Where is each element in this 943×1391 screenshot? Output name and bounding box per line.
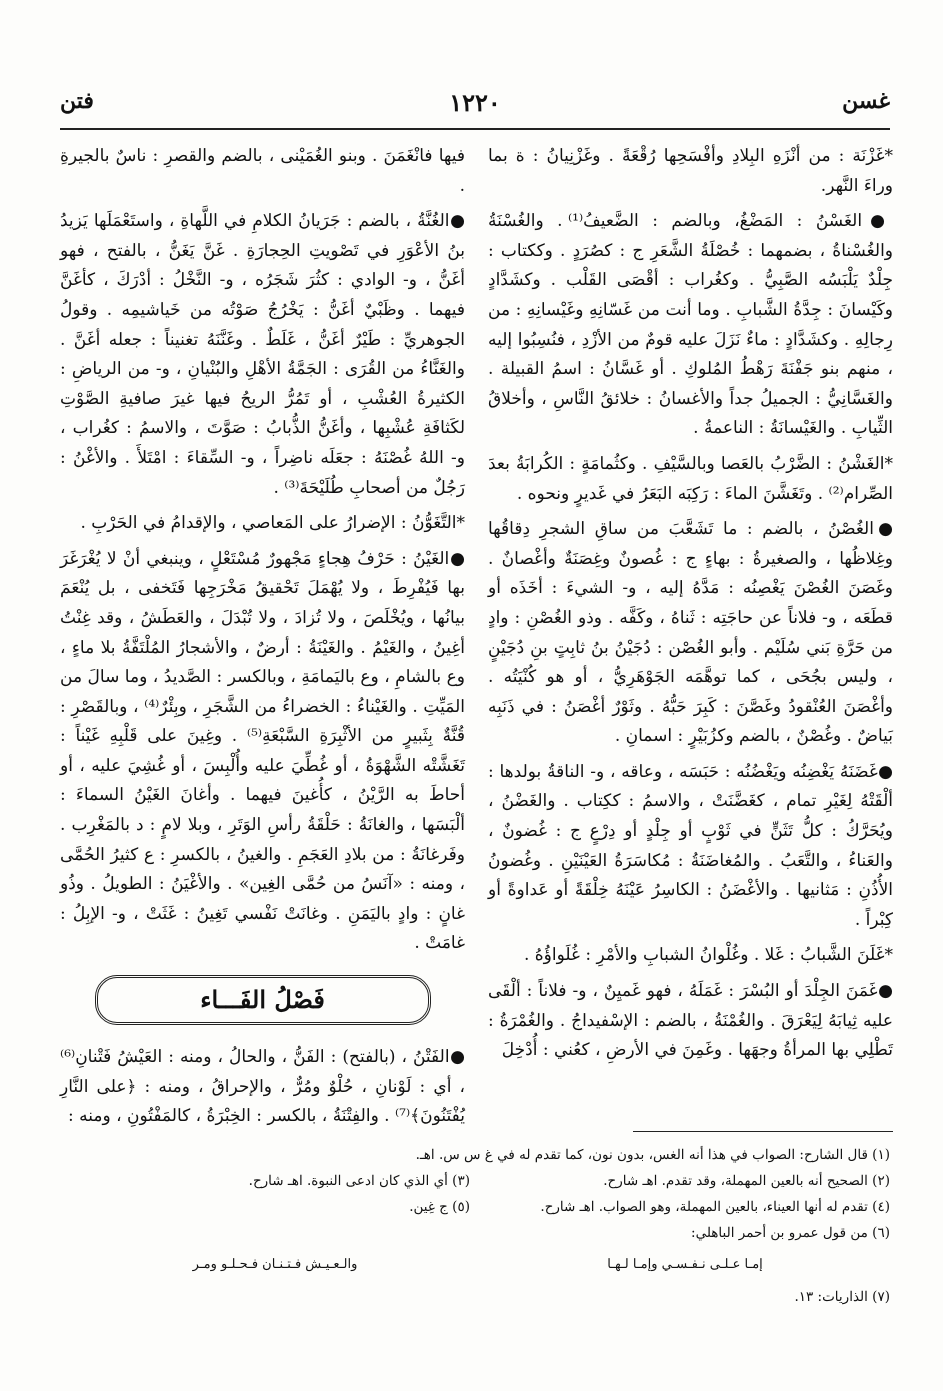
right-column [488,142,893,1072]
footnote-row [60,1194,890,1220]
footnote-3: (٣) أي الذي كان ادعى النبوة. اهـ شارح. [248,1173,470,1189]
entry-ghusn: ●الغُصْنُ ، بالضم : ما تَشَعَّبَ من ساقِ الشجرِ دِقاقُها وغِلاظُها ، والصغيرةُ : بهاءٍ ج : غُصونٌ وغِصَنَةٌ وأغْصانٌ . وغَصَنَ الغُصْنَ يَغْصِنُه : مَدَّهُ إليه ، و- الشيءَ : أخَذَه أو قطَعَه ، و- فلاناً عن حاجَتِه : ثَناهُ ، وكَفَّه . وذو الغُصْنِ : وادٍ من حَرَّةِ بَني سُلَيْم . وأبو الغُصْن : دُجَيْنُ بنُ ثابِتٍ بنِ دُجَيْنٍ ، وليس بجُحَى ، كما توهَّمَه الجَوْهَرِيُّ ، أو هو كُنْيَتُه . وأغْصَنَ العُنْقودُ وغَصَّنَ : كَبِرَ حَبُّهُ . وثَوْرٌ أغْصَنُ : في ذَنَبِه بَياضٌ . وغُصْنٌ ، بالضم وكزُبَيْرٍ : اسمانِ . [488,519,893,747]
verse-first-hemistich: إمـا عـلـى نـفـسـي وإمـا لـهـا [607,1257,763,1272]
entry-ghadn: ●غَضَنَهُ يَغْضِنُه ويَغْضُنُه : حَبَسَه ، وعاقه ، و- الناقةُ بولدها : ألْقَتْهُ لِغَيْرِ تمام ، كغَضَّنَتْ ، والاسمُ : ككِتاب . والغَضْنُ ، ويُحَرَّكُ : كلُّ تَثَنٍّ في ثَوْبٍ أو جِلْدٍ أو دِرْعٍ ج : غُضونٌ ، والعَناءُ ، والتَّعَبُ . والمُغاضَنَةُ : مُكاسَرَةُ العَيْنَيْنِ . وغُضونُ الأُذُنِ : مَثانيها . والأغْضَنُ : الكاسِرُ عَيْنَهُ خِلْقَةً أو عَداوةً أو كِبْراً . [488,761,893,930]
header-root-word: غسن [842,88,890,114]
entry-taghawwun: *التَّغَوُّنُ : الإضرارُ على المَعاصي ، والإقدامُ في الحَرْبِ . [80,513,465,534]
header-last-word: فتن [60,88,94,114]
footnote-row [60,1168,890,1194]
section-title-fa: فَصْلُ الفَـــاء [95,975,431,1025]
footnote-row [60,1142,890,1168]
footnote-6: (٦) من قول عمرو بن أحمر الباهلي: [691,1225,890,1241]
footnotes [60,1142,890,1310]
footnote-row [60,1284,890,1310]
footnote-2: (٢) الصحيح أنه بالعين المهملة، وقد تقدم. اهـ شارح. [603,1173,890,1189]
entry-ghayn: ●الغَيْنُ : حَرْفُ هِجاءٍ مَجْهورٌ مُسْتَعْلٍ ، وينبغي أنْ لا يُغْرَغَرَ بها فَيُفْرِطَ ، ولا يُهْمَلَ تَحْقيقُ مَخْرَجِها فَتَخفى ، بل يُنْعَمَ بيانُها ، ويُخْلَصَ ، ولا تُزادَ ، ولا تُبْدَلَ ، والعَطَشُ ، وقد غِنْتُ أغِينُ ، والغَيْمُ . والغَيْنَةُ : أرضٌ ، والأشجارُ المُلْتَفَّةُ بلا ماءٍ ، وع بالشامِ ، وع باليَمامَةِ ، وبالكسر : الصَّديدُ ، وما سالَ من المَيِّتِ . والغَيْناءُ : الخضراءُ من الشَّجَرِ ، وبِئْرٌ⁽⁴⁾ ، وبالقَصْرِ : قُنَّةٌ بِثَبيرٍ من الأثْبِرَةِ السَّبْعَةِ⁽⁵⁾ . وغِينَ على قَلْبِهِ غَيْناً : تَغَشَّتْه الشَّهْوَةُ ، أو غُطِّيَ عليه وأُلْبِسَ ، أو غُشِيَ عليه ، أو أحاطَ به الرَّيْنُ ، كأُغينَ فيهما . وأغانَ الغَيْنُ السماءَ : ألْبَسَها ، والغانَةُ : حَلْقَةُ رأسِ الوَتَرِ ، وبلا لامٍ : د بالمَغْرِب . وفَرغانَةُ : من بلادِ العَجَمِ . والغينُ ، بالكسرِ : ع كثيرُ الحُمَّى ، ومنه : «آنَسُ من حُمَّى الغِين» . والأغْيَنُ : الطويلُ . وذُو غانٍ : وادٍ باليَمَنِ . وغانَتْ نَفْسي تَغِينُ : غَثَتْ ، و- الإبِلُ : غامَتْ . [60,548,465,954]
footnote-5: (٥) ج غِين. [409,1199,470,1215]
entry-fatn: ●الفَتْنُ ، (بالفتح) : الفَنُّ ، والحالُ ، ومنه : العَيْشُ فَتْنانِ⁽⁶⁾ ، أي : لَوْنانِ ، حُلْوٌ ومُرٌّ ، والإحراقُ ، ومنه : ﴿على النَّارِ يُفْتَنُونَ﴾⁽⁷⁾ . والفِتْنَةُ ، بالكسر : الخِبْرَةُ ، كالمَفْتُونِ ، ومنه : [60,1047,465,1127]
page-number: ١٢٢٠ [449,88,501,117]
left-column [60,142,465,1138]
entry-ghazna: *غَزْنَة : من أنْزَهِ البِلادِ وأفْسَحِها رُقْعَةً . وغَزْنِيانُ : ة بما وراءَ النَّهر. [488,146,893,196]
entry-ghalan: *غَلَنَ الشَّبابُ : غَلا . وغُلْوانُ الشبابِ والأمْرِ : غُلَواؤُهُ . [523,945,893,966]
poetry-verse [60,1252,890,1278]
footnote-7: (٧) الذاريات: ١٣. [794,1289,890,1305]
entry-ghunna: ●الغُنَّةُ ، بالضم : جَرَيانُ الكلامِ في اللَّهاةِ ، واستَعْمَلَها يَزيدُ بنُ الأعْوَرِ في تَصْويتِ الحِجارَةِ . غَنَّ يَغَنُّ ، بالفتح ، فهو أغَنُّ ، و- الوادي : كثُرَ شَجَرُه ، و- النَّخْلُ : أدْرَكَ ، كأغَنَّ فيهما . وظَبْيٌ أغَنُّ : يَخْرُجُ صَوْتُه من خَياشيمِه . وقولُ الجوهريِّ : طَيْرٌ أغَنُّ ، غَلَطٌ . وغَنَّنَهُ تغنيناً : جعله أغَنَّ . والغَنَّاءُ من القُرَى : الجَمَّةُ الأهْلِ والبُنْيانِ ، و- من الرياضِ : الكثيرةُ العُشْبِ ، أو تَمُرُّ الريحُ فيها غيرَ صافيةِ الصَّوْتِ لكَثافَةِ عُشْبِها ، وأغَنُّ الذُّبابُ : صَوَّتَ ، والاسمُ : كغُراب ، و- اللهُ غُصْنَهُ : جعَلَه ناضِراً ، و- السِّقاءَ : امْتَلأَ . والأغْنُ : رَجُلٌ من أصحابِ طُلَيْحَةَ⁽³⁾ . [60,211,465,498]
entry-ghashn: *الغَشْنُ : الضَّرْبُ بالعَصا وبالسَّيْفِ . وكثُمامَةٍ : الكُرابَةُ بعدَ الصِّرام⁽²⁾ . وتَغَشَّنَ الماءَ : رَكِبَه البَعَرُ في غَديرٍ ونحوه . [488,453,893,504]
footnote-1: (١) قال الشارح: الصواب في هذا أنه الغس، بدون نون، كما تقدم له في غ س س. اهـ. [415,1147,890,1163]
entry-ghasn: ●الغَسْنُ : المَضْغُ، وبالضم : الضَّعيفُ⁽¹⁾ . والغُسْنَةُ والغُسْناةُ ، بضمهما : خُصْلَةُ الشَّعَرِ ج : كصُرَدٍ . وككتاب : جِلْدٌ يَلْبَسُه الصَّبِيُّ . وكغُراب : أقْصَى القَلْب . وكشَدَّادٍ وكَيْسانَ : جِدَّةُ الشَّبابِ . وما أنت من غَسّانِهِ وغَيْسانِهِ : من رِجالِهِ . وكشَدَّادٍ : ماءٌ نَزَلَ عليه قومٌ من الأزْدِ ، فنُسِبُوا إليه ، منهم بنو جَفْنَةَ رَهْطُ المُلوكِ . أو غَسَّانُ : اسمُ القبيلة . والغَسَّانِيُّ : الجميلُ جداً والأغسانُ : خلائقُ النَّاسِ ، وأخلاقُ الثِّيابِ . والغَيْسانَةُ : الناعمةُ . [488,211,893,439]
entry-ghaman-cont: فيها فانْغَمَنَ . وبنو الغُمَيْنى ، بالضم والقصرِ : ناسٌ بالجيرةِ . [60,146,465,196]
footnote-4: (٤) تقدم له أنها العيناء، بالعين المهملة، وهو الصواب. اهـ شارح. [540,1199,890,1215]
verse-second-hemistich: والـعـيـش فـتـنـان فـحـلـو ومـر [192,1257,358,1272]
header-rule [60,128,890,130]
entry-ghaman: ●غَمَنَ الجِلْدَ أو البُسْرَ : غَمَلَهُ ، فهو غَميِنٌ ، و- فلاناً : ألْقَى عليه ثِيابَهُ لِيَعْرَقَ . والغُمْنَةُ ، بالضم : الإسْفيداجُ . والغُمْرَةُ : تَطْلِي بها المرأةُ وجهَها . وغَمِنَ في الأرضِ ، كعُني : أُدْخِلَ [488,981,893,1061]
page-header [60,88,890,124]
footnote-rule [633,1131,893,1132]
footnote-row [60,1220,890,1246]
